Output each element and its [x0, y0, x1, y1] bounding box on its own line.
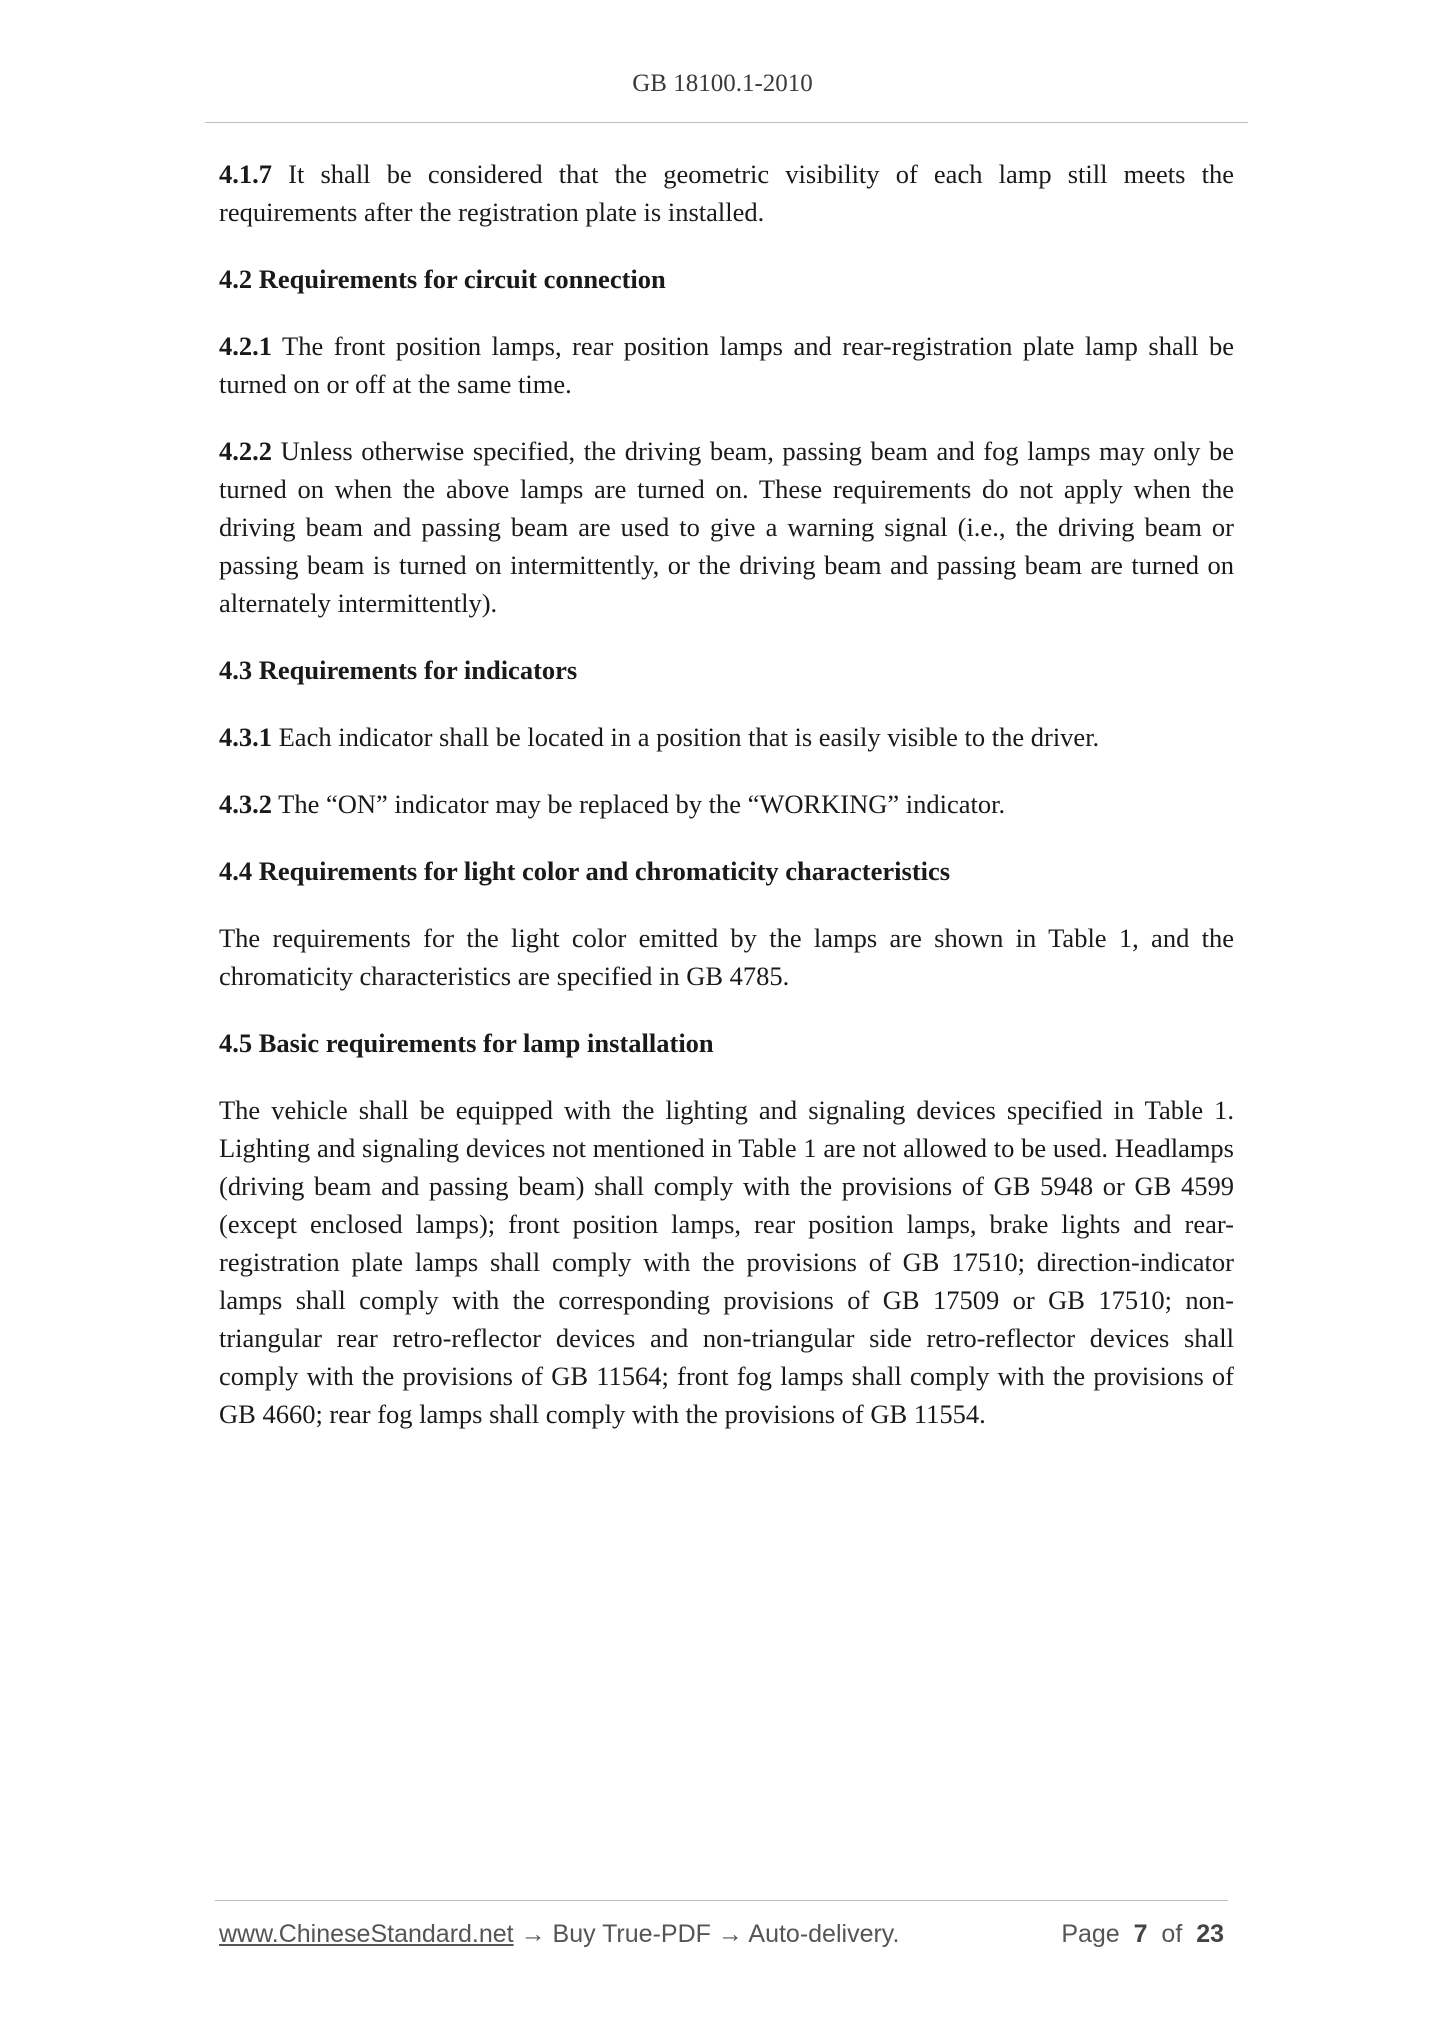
footer-divider: [215, 1900, 1228, 1901]
paragraph-4-4: The requirements for the light color emitted by the lamps are shown in Table 1, and the chromaticity characteristics are specified in GB 4785.: [219, 923, 1234, 991]
clause-4-3-1: [219, 718, 1234, 756]
heading-4-3: 4.3 Requirements for indicators: [219, 655, 578, 685]
page-number: [1061, 1920, 1224, 1949]
clause-number: 4.1.7: [219, 159, 272, 189]
clause-number: 4.3.1: [219, 722, 272, 752]
page-label: Page: [1061, 1920, 1120, 1948]
clause-number: 4.2.2: [219, 436, 272, 466]
header-divider: [205, 122, 1248, 123]
heading-4-2: 4.2 Requirements for circuit connection: [219, 264, 666, 294]
clause-4-3-2: [219, 785, 1234, 823]
footer-promo: [219, 1920, 899, 1949]
footer-tagline: → Buy True-PDF → Auto-delivery.: [513, 1920, 900, 1948]
clause-number: 4.3.2: [219, 789, 272, 819]
clause-text: Each indicator shall be located in a position that is easily visible to the driver.: [272, 722, 1100, 752]
page-total: 23: [1196, 1920, 1224, 1948]
document-body: [219, 155, 1234, 1462]
clause-4-2-1: [219, 327, 1234, 403]
clause-number: 4.2.1: [219, 331, 272, 361]
heading-4-4: 4.4 Requirements for light color and chromaticity characteristics: [219, 856, 951, 886]
website-link[interactable]: www.ChineseStandard.net: [219, 1920, 514, 1948]
page-current: 7: [1133, 1920, 1148, 1948]
heading-4-5: 4.5 Basic requirements for lamp installation: [219, 1028, 714, 1058]
clause-text: The “ON” indicator may be replaced by the “WORKING” indicator.: [272, 789, 1006, 819]
clause-4-2-2: [219, 432, 1234, 622]
clause-text: It shall be considered that the geometric visibility of each lamp still meets the requirements after the registration plate is installed.: [219, 159, 1234, 227]
page-of: of: [1161, 1920, 1183, 1948]
clause-4-1-7: [219, 155, 1234, 231]
paragraph-4-5: The vehicle shall be equipped with the lighting and signaling devices specified in Table 1. Lighting and signaling devices not mentioned in Table 1 are not allowed to be used. Headlamps (driving beam and passing beam) shall comply with the provisions of GB 5948 or GB 4599 (except enclosed lamps); front position lamps, rear position lamps, brake lights and rear-registration plate lamps shall comply with the provisions of GB 17510; direction-indicator lamps shall comply with the corresponding provisions of GB 17509 or GB 17510; non-triangular rear retro-reflector devices and non-triangular side retro-reflector devices shall comply with the provisions of GB 11564; front fog lamps shall comply with the provisions of GB 4660; rear fog lamps shall comply with the provisions of GB 11554.: [219, 1095, 1234, 1429]
document-code: GB 18100.1-2010: [632, 70, 813, 97]
clause-text: The front position lamps, rear position lamps and rear-registration plate lamp shall be turned on or off at the same time.: [219, 331, 1234, 399]
clause-text: Unless otherwise specified, the driving beam, passing beam and fog lamps may only be turned on when the above lamps are turned on. These requirements do not apply when the driving beam and passing beam are used to give a warning signal (i.e., the driving beam or passing beam is turned on intermittently, or the driving beam and passing beam are turned on alternately intermittently).: [219, 436, 1234, 618]
